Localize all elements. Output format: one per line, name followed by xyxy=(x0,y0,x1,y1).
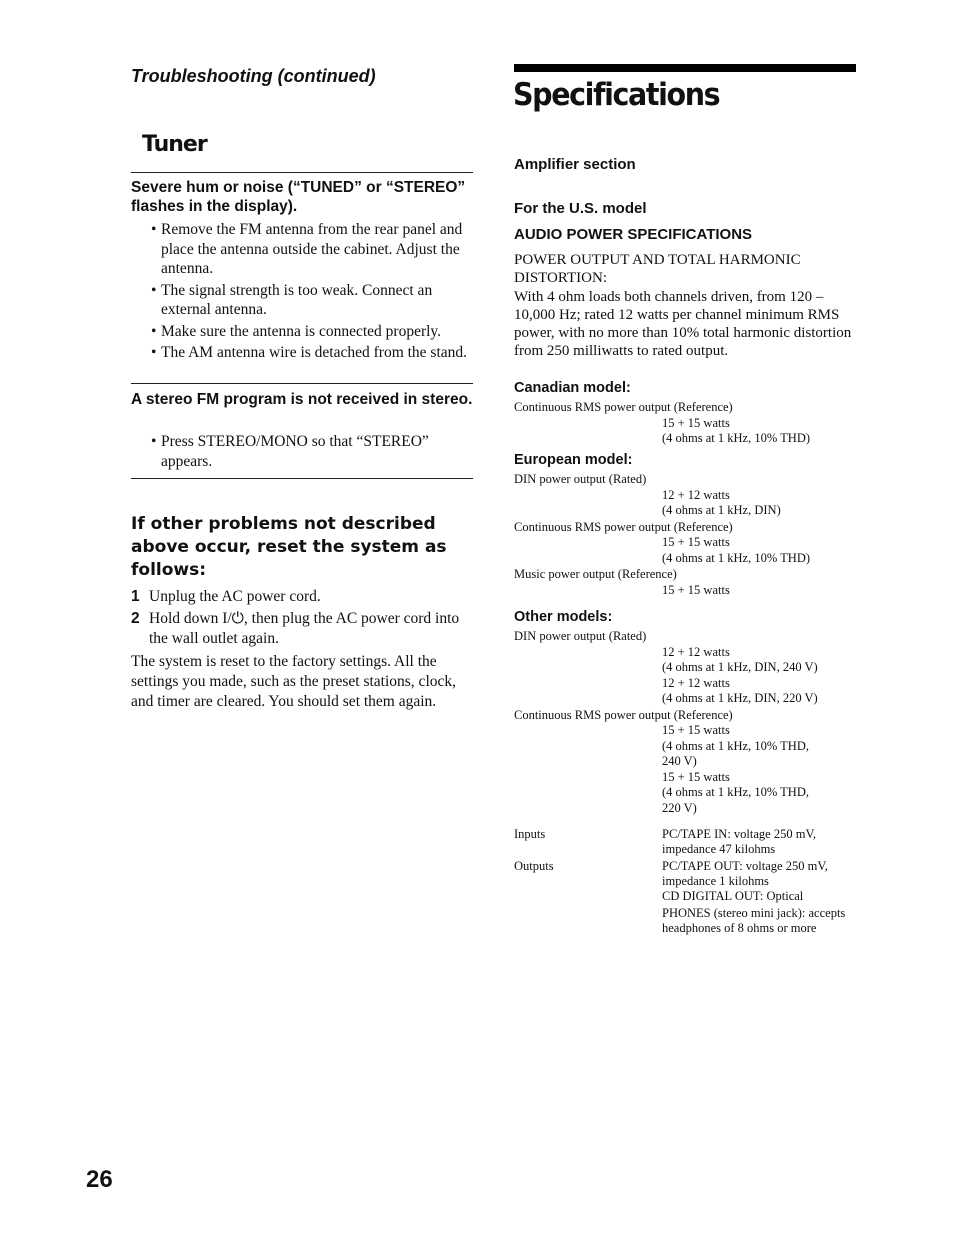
european-model-heading: European model: xyxy=(514,452,633,468)
spec-value: 12 + 12 watts xyxy=(662,675,730,690)
spec-value: (4 ohms at 1 kHz, DIN) xyxy=(662,503,781,517)
divider xyxy=(131,383,473,384)
solution-item: • Remove the FM antenna from the rear panel and place the antenna outside the cabinet. Adjust the antenna. xyxy=(151,221,463,277)
section-title-tuner: Tuner xyxy=(142,132,207,157)
inputs-label: Inputs xyxy=(514,827,546,841)
outputs-value: PHONES (stereo mini jack): accepts headphones of 8 ohms or more xyxy=(662,906,846,936)
canadian-model-heading: Canadian model: xyxy=(514,380,631,396)
inputs-value: PC/TAPE IN: voltage 250 mV, impedance 47 kilohms xyxy=(662,827,816,856)
reset-steps xyxy=(131,587,473,651)
problem-heading: Severe hum or noise (“TUNED” or “STEREO” flashes in the display). xyxy=(131,179,466,215)
spec-value: 12 + 12 watts xyxy=(662,487,730,502)
outputs-value: PC/TAPE OUT: voltage 250 mV, impedance 1 kilohms xyxy=(662,859,828,888)
solution-list xyxy=(151,220,476,365)
spec-value: 15 + 15 watts xyxy=(662,415,730,430)
divider xyxy=(131,478,473,479)
inputs-row xyxy=(514,827,856,857)
outputs-row xyxy=(514,859,856,936)
us-model-heading: For the U.S. model xyxy=(514,200,647,217)
spec-value: 240 V) xyxy=(662,754,697,768)
other-specs xyxy=(514,628,856,816)
spec-value: (4 ohms at 1 kHz, 10% THD) xyxy=(662,431,811,445)
spec-value: 15 + 15 watts xyxy=(662,769,730,784)
spec-value: 15 + 15 watts xyxy=(662,723,730,737)
spec-value: (4 ohms at 1 kHz, 10% THD, xyxy=(662,738,809,753)
solution-item: • Press STEREO/MONO so that “STEREO” appears. xyxy=(151,433,429,470)
solution-item: • The signal strength is too weak. Connect an external antenna. xyxy=(151,281,433,318)
power-output-heading: POWER OUTPUT AND TOTAL HARMONIC DISTORTION: xyxy=(514,252,801,286)
spec-label: Continuous RMS power output (Reference) xyxy=(514,400,733,414)
spec-value: (4 ohms at 1 kHz, 10% THD) xyxy=(662,550,811,565)
spec-value: (4 ohms at 1 kHz, DIN, 240 V) xyxy=(662,660,818,674)
audio-power-heading: AUDIO POWER SPECIFICATIONS xyxy=(514,226,753,243)
step-item: 1 Unplug the AC power cord. xyxy=(131,588,321,605)
spec-label: Continuous RMS power output (Reference) xyxy=(514,519,733,534)
european-specs xyxy=(514,471,856,598)
solution-item: • Make sure the antenna is connected properly. xyxy=(151,322,442,340)
running-head: Troubleshooting (continued) xyxy=(131,66,376,86)
step-item: 2 Hold down I/⏻, then plug the AC power cord into the wall outlet again. xyxy=(131,610,460,647)
spec-label: Music power output (Reference) xyxy=(514,567,677,581)
canadian-specs xyxy=(514,399,856,447)
amplifier-section-heading: Amplifier section xyxy=(514,156,636,173)
spec-value: (4 ohms at 1 kHz, DIN, 220 V) xyxy=(662,691,818,705)
outputs-label: Outputs xyxy=(514,859,554,873)
other-models-heading: Other models: xyxy=(514,609,613,625)
solution-item: • The AM antenna wire is detached from the stand. xyxy=(151,344,468,361)
solution-list xyxy=(151,432,476,473)
page-title: Specifications xyxy=(513,77,720,113)
spec-value: 12 + 12 watts xyxy=(662,644,730,659)
page-number: 26 xyxy=(86,1166,113,1193)
spec-value: (4 ohms at 1 kHz, 10% THD, xyxy=(662,785,809,799)
outputs-value: CD DIGITAL OUT: Optical xyxy=(662,888,804,903)
reset-note: The system is reset to the factory settings. All the settings you made, such as the preset stations, clock, and timer are cleared. You should set them again. xyxy=(131,653,457,710)
spec-value: 220 V) xyxy=(662,800,697,815)
title-bar xyxy=(514,64,856,72)
troubleshooting-column xyxy=(131,66,473,710)
spec-value: 15 + 15 watts xyxy=(662,535,730,549)
power-output-text: With 4 ohm loads both channels driven, from 120 – 10,000 Hz; rated 12 watts per channel minimum RMS power, with no more than 10% total harmonic distortion from 250 milliwatts to rated output. xyxy=(514,289,852,359)
spec-value: 15 + 15 watts xyxy=(662,582,730,597)
spec-label: DIN power output (Rated) xyxy=(514,629,647,643)
spec-label: DIN power output (Rated) xyxy=(514,472,647,486)
reset-heading: If other problems not described above occur, reset the system as follows: xyxy=(131,514,447,580)
spec-label: Continuous RMS power output (Reference) xyxy=(514,707,733,722)
problem-heading: A stereo FM program is not received in stereo. xyxy=(131,391,473,408)
divider xyxy=(131,172,473,173)
